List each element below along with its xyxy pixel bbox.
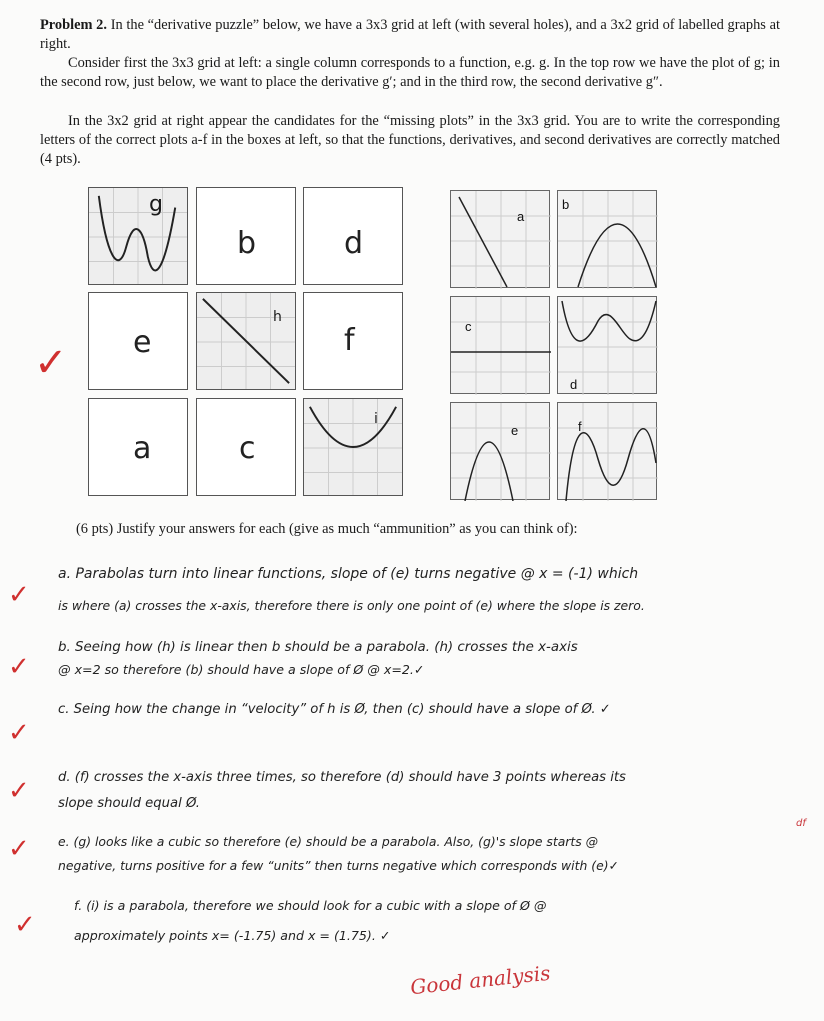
problem-text-1: In the “derivative puzzle” below, we have a 3x3 grid at left (with several holes), and a 3x2 grid of labelled graphs at right. [40, 17, 780, 52]
candidate-d [557, 296, 657, 394]
candidate-label-d: d [570, 377, 578, 392]
plot-e [451, 403, 551, 501]
candidate-label-b: b [562, 197, 570, 212]
answer-b-line1: b. Seeing how (h) is linear then b should be a parabola. (h) crosses the x-axis [58, 640, 578, 655]
cell-i [303, 398, 403, 496]
justify-prompt: (6 pts) Justify your answers for each (give as much “ammunition” as you can think of): [76, 521, 578, 537]
answer-letter-e: e [133, 325, 152, 360]
plot-g [89, 188, 187, 284]
candidate-e [450, 402, 550, 500]
problem-paragraph-2: Consider first the 3x3 grid at left: a single column corresponds to a function, e.g. g. In the top row we have the plot of g; in the second row, just below, we want to place the derivative g′; and in the third row, the second derivative g″. [40, 55, 780, 90]
grader-check-c: ✓ [8, 718, 30, 748]
answer-letter-a: a [133, 431, 152, 466]
cell-c-box[interactable] [196, 398, 296, 496]
answer-b-line2: @ x=2 so therefore (b) should have a slope of Ø @ x=2.✓ [58, 662, 425, 677]
plot-a [451, 191, 551, 289]
plot-i [304, 399, 402, 495]
grader-check-b: ✓ [8, 652, 30, 682]
cell-g [88, 187, 188, 285]
answer-f-line2: approximately points x= (-1.75) and x = (1.75). ✓ [74, 928, 391, 943]
cell-e-box[interactable] [88, 292, 188, 390]
problem-paragraph-1 [40, 16, 780, 54]
grader-check-e: ✓ [8, 834, 30, 864]
answer-letter-f: f [344, 323, 355, 358]
grader-check-a: ✓ [8, 580, 30, 610]
plot-b [558, 191, 658, 289]
answer-e-line1: e. (g) looks like a cubic so therefore (e) should be a parabola. Also, (g)'s slope starts @ [58, 834, 599, 849]
candidate-a [450, 190, 550, 288]
grader-check-d: ✓ [8, 776, 30, 806]
cell-label-h: h [273, 309, 282, 325]
candidate-label-c: c [465, 319, 472, 334]
plot-f [558, 403, 658, 501]
answer-a-line2: is where (a) crosses the x-axis, therefore there is only one point of (e) where the slope is zero. [58, 598, 645, 613]
grader-check-f: ✓ [14, 910, 36, 940]
answer-letter-c: c [239, 431, 256, 466]
problem-paragraph-3: In the 3x2 grid at right appear the candidates for the “missing plots” in the 3x3 grid. You are to write the corresponding letters of the correct plots a-f in the boxes at left, so that the functions, derivatives, and second derivatives are correctly matched (4 pts). [40, 113, 780, 167]
candidate-label-a: a [517, 209, 525, 224]
cell-b-box[interactable] [196, 187, 296, 285]
answer-letter-d: d [344, 226, 364, 261]
cell-h [196, 292, 296, 390]
cell-label-i: i [374, 411, 378, 427]
candidate-b [557, 190, 657, 288]
candidate-label-f: f [578, 419, 582, 434]
grader-check-grid: ✓ [34, 340, 68, 386]
cell-d-box[interactable] [303, 187, 403, 285]
problem-title: Problem 2. [40, 17, 107, 33]
answer-f-line1: f. (i) is a parabola, therefore we should look for a cubic with a slope of Ø @ [74, 898, 547, 913]
answer-d-line2: slope should equal Ø. [58, 796, 200, 811]
answer-a-line1: a. Parabolas turn into linear functions, slope of (e) turns negative @ x = (-1) which [58, 566, 639, 582]
cell-a-box[interactable] [88, 398, 188, 496]
cell-label-g: g [149, 192, 163, 217]
grader-note-df: df [796, 818, 806, 829]
cell-f-box[interactable] [303, 292, 403, 390]
grader-comment: Good analysis [409, 960, 552, 1000]
candidate-f [557, 402, 657, 500]
candidate-c [450, 296, 550, 394]
candidate-label-e: e [511, 423, 519, 438]
plot-c [451, 297, 551, 395]
answer-letter-b: b [237, 226, 257, 261]
plot-h [197, 293, 295, 389]
answer-e-line2: negative, turns positive for a few “units” then turns negative which corresponds with (e)✓ [58, 858, 619, 873]
answer-c-line1: c. Seing how the change in “velocity” of h is Ø, then (c) should have a slope of Ø. ✓ [58, 702, 611, 717]
answer-d-line1: d. (f) crosses the x-axis three times, so therefore (d) should have 3 points whereas its [58, 770, 626, 785]
